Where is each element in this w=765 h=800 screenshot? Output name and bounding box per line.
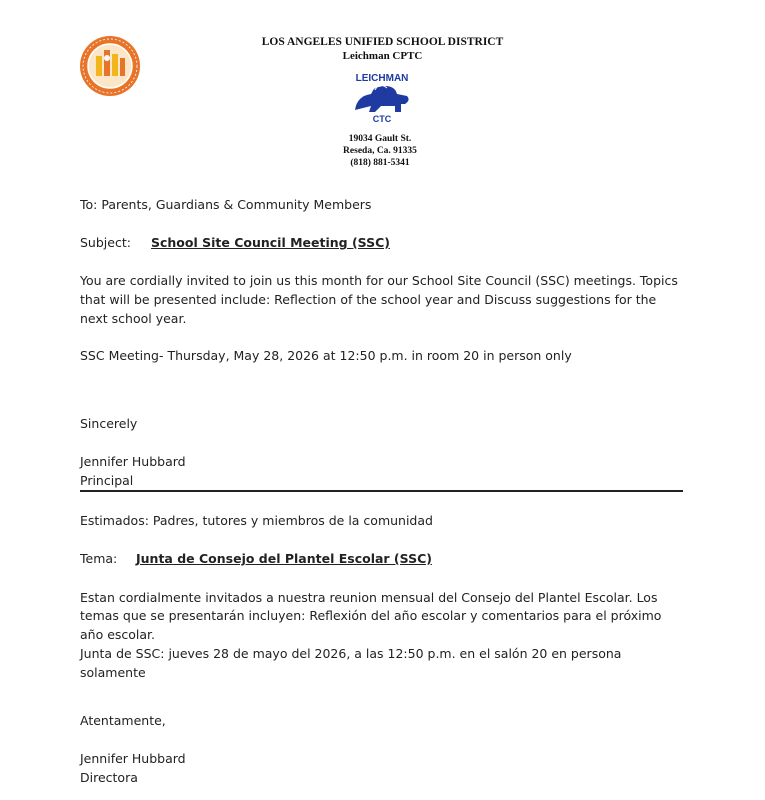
spanish-subject: Junta de Consejo del Plantel Escolar (SSC) — [136, 551, 432, 566]
spanish-invite-line-2: temas que se presentarán incluyen: Reflexión del año escolar y comentarios para el próximo — [80, 608, 662, 623]
spanish-meeting-line-1: Junta de SSC: jueves 28 de mayo del 2026, a las 12:50 p.m. en el salón 20 en persona — [80, 646, 622, 661]
logo-bottom-text: CTC — [372, 114, 392, 124]
english-closing: Sincerely — [80, 416, 138, 431]
phone-number: (818) 881-5341 — [350, 158, 410, 168]
english-invite-line-1: You are cordially invited to join us this month for our School Site Council (SSC) meetings. Topics — [80, 273, 678, 288]
english-invite-line-2: that will be presented include: Reflection of the school year and Discuss suggestions for the — [80, 292, 657, 307]
spanish-meeting-line-2: solamente — [80, 665, 146, 680]
spanish-invite-line-1: Estan cordialmente invitados a nuestra reunion mensual del Consejo del Plantel Escolar. Los — [80, 590, 658, 605]
english-invite-line-3: next school year. — [80, 311, 187, 326]
leichman-lion-logo — [345, 70, 419, 124]
section-divider — [80, 490, 683, 492]
english-recipients: To: Parents, Guardians & Community Members — [80, 197, 372, 212]
english-signer-name: Jennifer Hubbard — [80, 454, 186, 469]
spanish-signer-title: Directora — [80, 770, 138, 785]
spanish-recipients: Estimados: Padres, tutores y miembros de la comunidad — [80, 513, 433, 528]
address-street: 19034 Gault St. — [348, 134, 412, 144]
spanish-closing: Atentamente, — [80, 713, 166, 728]
spanish-invite-line-3: año escolar. — [80, 627, 156, 642]
school-name: Leichman CPTC — [342, 50, 423, 62]
english-signer-title: Principal — [80, 473, 134, 488]
district-name: LOS ANGELES UNIFIED SCHOOL DISTRICT — [261, 36, 504, 48]
logo-top-text: LEICHMAN — [355, 73, 409, 84]
english-meeting-details: SSC Meeting- Thursday, May 28, 2026 at 12:50 p.m. in room 20 in person only — [80, 348, 572, 363]
spanish-subject-label: Tema: — [80, 551, 118, 566]
english-subject-label: Subject: — [80, 235, 131, 250]
spanish-signer-name: Jennifer Hubbard — [80, 751, 186, 766]
english-subject: School Site Council Meeting (SSC) — [151, 235, 391, 250]
address-city: Reseda, Ca. 91335 — [343, 146, 417, 156]
